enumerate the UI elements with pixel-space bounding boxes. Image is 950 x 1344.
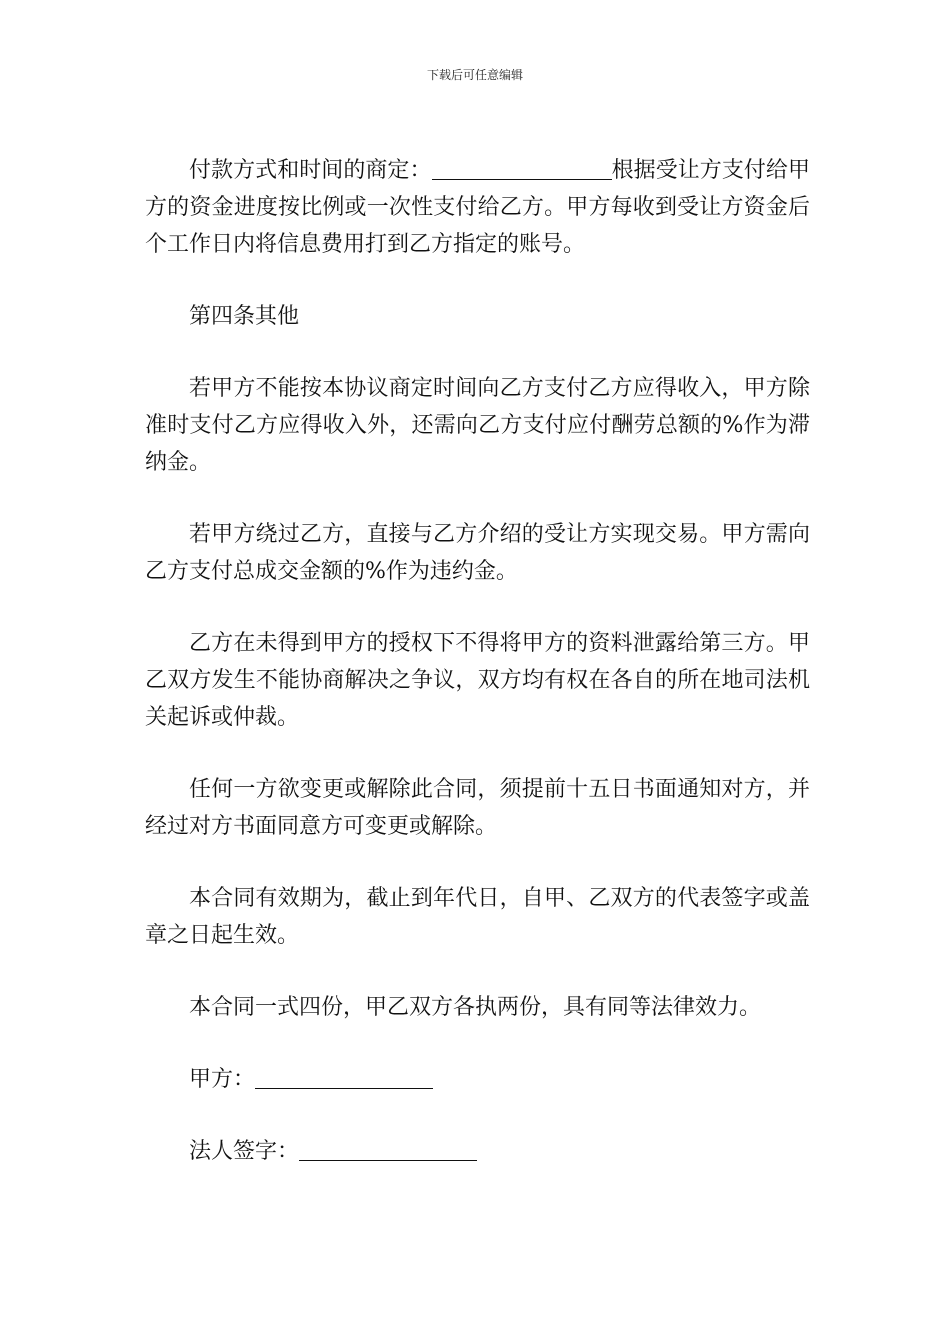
party-a-blank[interactable] [255, 1064, 433, 1089]
copies-paragraph: 本合同一式四份，甲乙双方各执两份，具有同等法律效力。 [189, 995, 762, 1020]
payment-terms-paragraph [145, 152, 810, 263]
legal-rep-blank[interactable] [299, 1136, 477, 1161]
party-a-signature-line [145, 1061, 810, 1098]
payment-terms-text: 根据受让方支付给甲方的资金进度按比例或一次性支付给乙方。甲方每收到受让方资金后个工作日内将信息费用打到乙方指定的账号。 [145, 158, 810, 257]
article-four-heading: 第四条其他 [189, 304, 300, 329]
payment-terms-blank[interactable] [432, 155, 612, 180]
document-body [145, 152, 810, 1205]
legal-rep-signature-line [145, 1133, 810, 1170]
payment-terms-label: 付款方式和时间的商定： [189, 158, 432, 183]
page-header: 下载后可任意编辑 [426, 68, 523, 82]
validity-paragraph: 本合同有效期为，截止到年代日，自甲、乙双方的代表签字或盖章之日起生效。 [145, 886, 810, 948]
late-fee-paragraph: 若甲方不能按本协议商定时间向乙方支付乙方应得收入，甲方除准时支付乙方应得收入外，还需向乙方支付应付酬劳总额的%作为滞纳金。 [145, 376, 810, 475]
amendment-paragraph: 任何一方欲变更或解除此合同，须提前十五日书面通知对方，并经过对方书面同意方可变更或解除。 [145, 777, 810, 839]
party-a-label: 甲方： [189, 1067, 256, 1092]
confidentiality-paragraph: 乙方在未得到甲方的授权下不得将甲方的资料泄露给第三方。甲乙双方发生不能协商解决之争议，双方均有权在各自的所在地司法机关起诉或仲裁。 [145, 631, 810, 730]
breach-paragraph: 若甲方绕过乙方，直接与乙方介绍的受让方实现交易。甲方需向乙方支付总成交金额的%作为违约金。 [145, 522, 810, 584]
legal-rep-label: 法人签字： [189, 1139, 300, 1164]
